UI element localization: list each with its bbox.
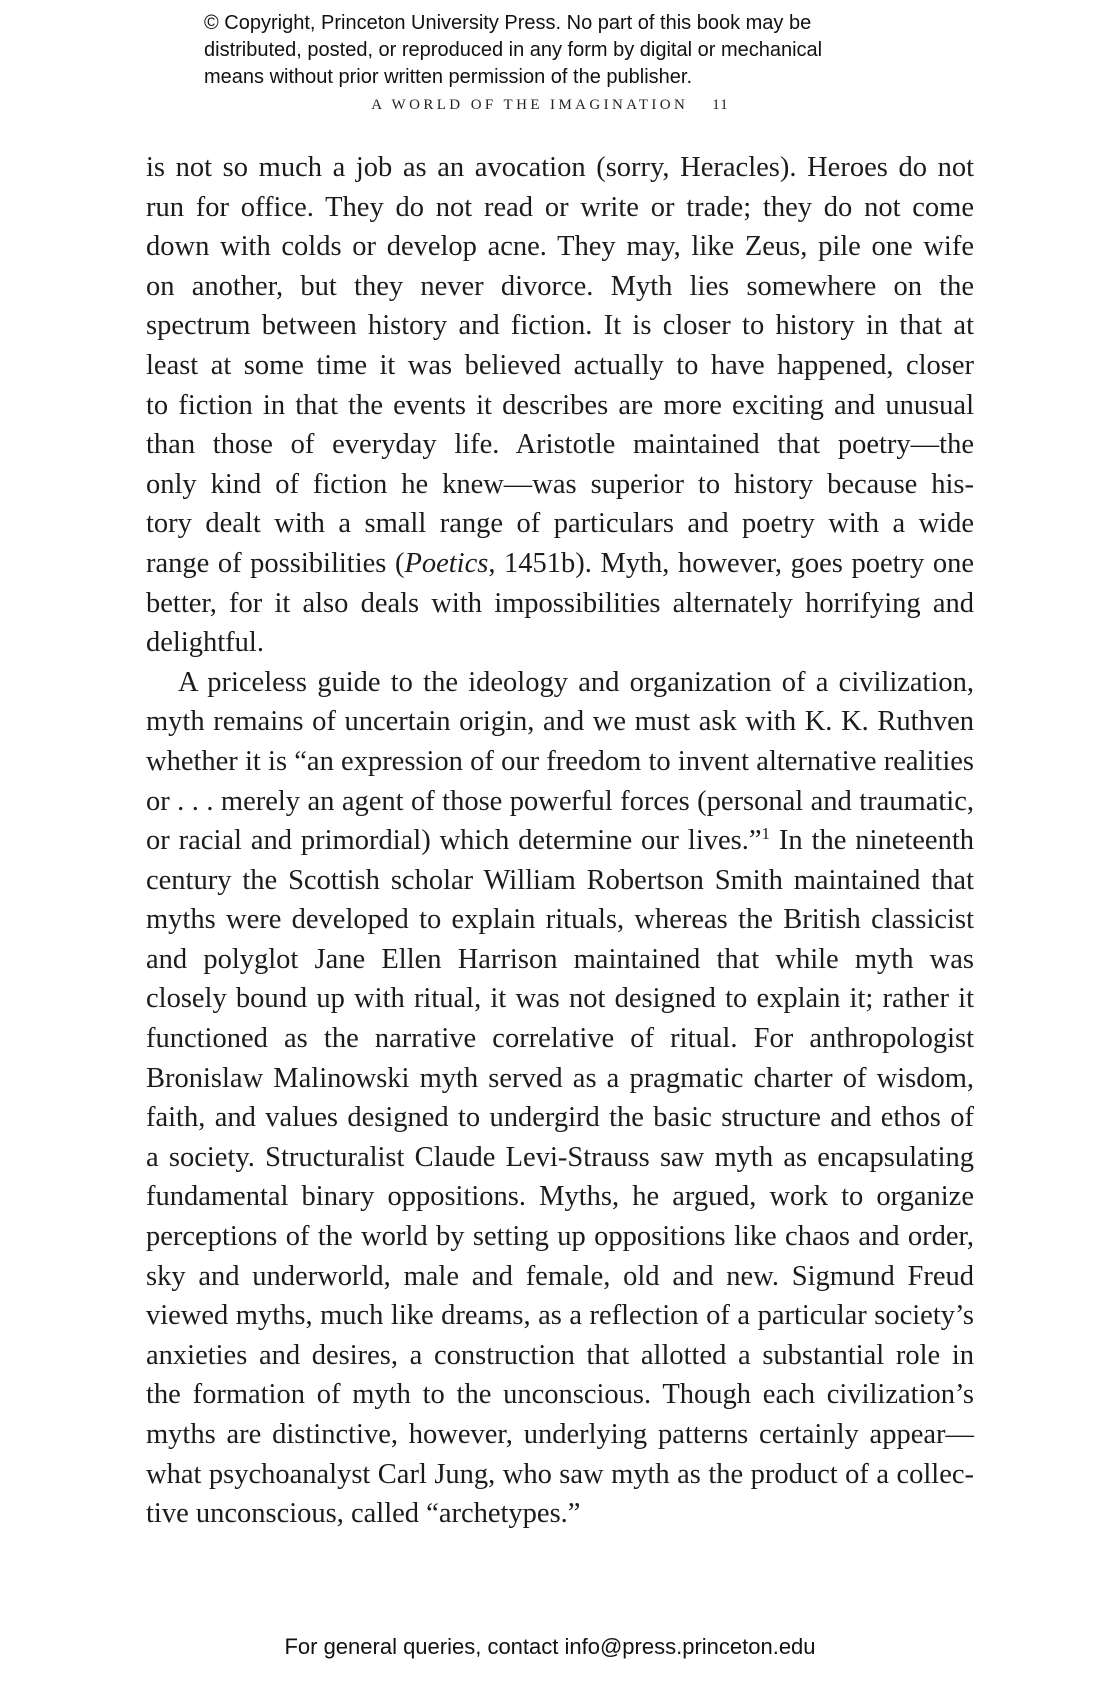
copyright-notice	[204, 10, 924, 91]
text-line: fundamental binary oppositions. Myths, he argued, work to organize	[146, 1181, 974, 1213]
text-line: sky and underworld, male and female, old and new. Sigmund Freud	[146, 1260, 974, 1292]
text-line: the formation of myth to the unconscious. Though each civilization’s	[146, 1379, 974, 1411]
text-line	[146, 544, 974, 584]
text-line: down with colds or develop acne. They may, like Zeus, pile one wife	[146, 231, 974, 263]
text-fragment: , 1451b). Myth, however, goes poetry one	[488, 547, 974, 579]
text-line	[146, 821, 974, 861]
text-line: on another, but they never divorce. Myth lies somewhere on the	[146, 270, 974, 302]
text-line: run for office. They do not read or write or trade; they do not come	[146, 191, 974, 223]
text-line: Bronislaw Malinowski myth served as a pragmatic charter of wisdom,	[146, 1062, 974, 1094]
footer-contact: For general queries, contact info@press.princeton.edu	[284, 1634, 816, 1659]
text-line: functioned as the narrative correlative of ritual. For anthropologist	[146, 1023, 974, 1055]
text-line: better, for it also deals with impossibilities alternately horrifying and	[146, 587, 974, 619]
text-line: viewed myths, much like dreams, as a reflection of a particular society’s	[146, 1300, 974, 1332]
text-line: closely bound up with ritual, it was not designed to explain it; rather it	[146, 983, 974, 1015]
text-line: myth remains of uncertain origin, and we must ask with K. K. Ruthven	[146, 706, 974, 738]
text-line: perceptions of the world by setting up oppositions like chaos and order,	[146, 1221, 974, 1253]
running-head-title: A WORLD OF THE IMAGINATION	[371, 97, 689, 113]
text-line: century the Scottish scholar William Robertson Smith maintained that	[146, 864, 974, 896]
text-line: what psychoanalyst Carl Jung, who saw myth as the product of a collec-	[146, 1458, 974, 1490]
text-line: is not so much a job as an avocation (sorry, Heracles). Heroes do not	[146, 152, 974, 183]
text-line: myths were developed to explain rituals, whereas the British classicist	[146, 904, 974, 936]
page-number: 11	[712, 97, 729, 113]
text-line: a society. Structuralist Claude Levi-Strauss saw myth as encapsulating	[146, 1141, 974, 1173]
copyright-line: means without prior written permission of the publisher.	[204, 66, 693, 88]
text-line: anxieties and desires, a construction that allotted a substantial role in	[146, 1339, 974, 1371]
footnote-marker[interactable]: 1	[761, 824, 771, 844]
text-line: tive unconscious, called “archetypes.”	[146, 1498, 581, 1530]
text-line: tory dealt with a small range of particulars and poetry with a wide	[146, 508, 974, 540]
text-line: delightful.	[146, 627, 264, 659]
running-head	[0, 97, 1100, 114]
text-line: only kind of fiction he knew—was superior to history because his-	[146, 468, 974, 500]
text-line: least at some time it was believed actually to have happened, closer	[146, 349, 974, 381]
text-fragment: In the nineteenth	[770, 825, 975, 857]
text-fragment: or racial and primordial) which determine our lives.”	[146, 825, 762, 857]
paragraph	[146, 148, 974, 663]
text-line: or . . . merely an agent of those powerful forces (personal and traumatic,	[146, 785, 974, 817]
paragraph	[146, 663, 974, 1534]
text-fragment: range of possibilities (	[146, 547, 405, 579]
text-line: to fiction in that the events it describes are more exciting and unusual	[146, 389, 974, 421]
text-line: spectrum between history and fiction. It is closer to history in that at	[146, 310, 974, 342]
text-line: whether it is “an expression of our freedom to invent alternative realities	[146, 745, 974, 777]
italic-title: Poetics	[404, 547, 489, 579]
body-text	[146, 148, 974, 1534]
text-line: myths are distinctive, however, underlying patterns certainly appear—	[146, 1419, 974, 1450]
copyright-line: distributed, posted, or reproduced in any form by digital or mechanical	[204, 39, 823, 61]
copyright-line: © Copyright, Princeton University Press. No part of this book may be	[204, 12, 812, 34]
text-line: and polyglot Jane Ellen Harrison maintained that while myth was	[146, 943, 974, 975]
text-line: faith, and values designed to undergird the basic structure and ethos of	[146, 1102, 974, 1134]
text-line: A priceless guide to the ideology and organization of a civilization,	[178, 666, 974, 698]
text-line: than those of everyday life. Aristotle maintained that poetry—the	[146, 429, 974, 461]
